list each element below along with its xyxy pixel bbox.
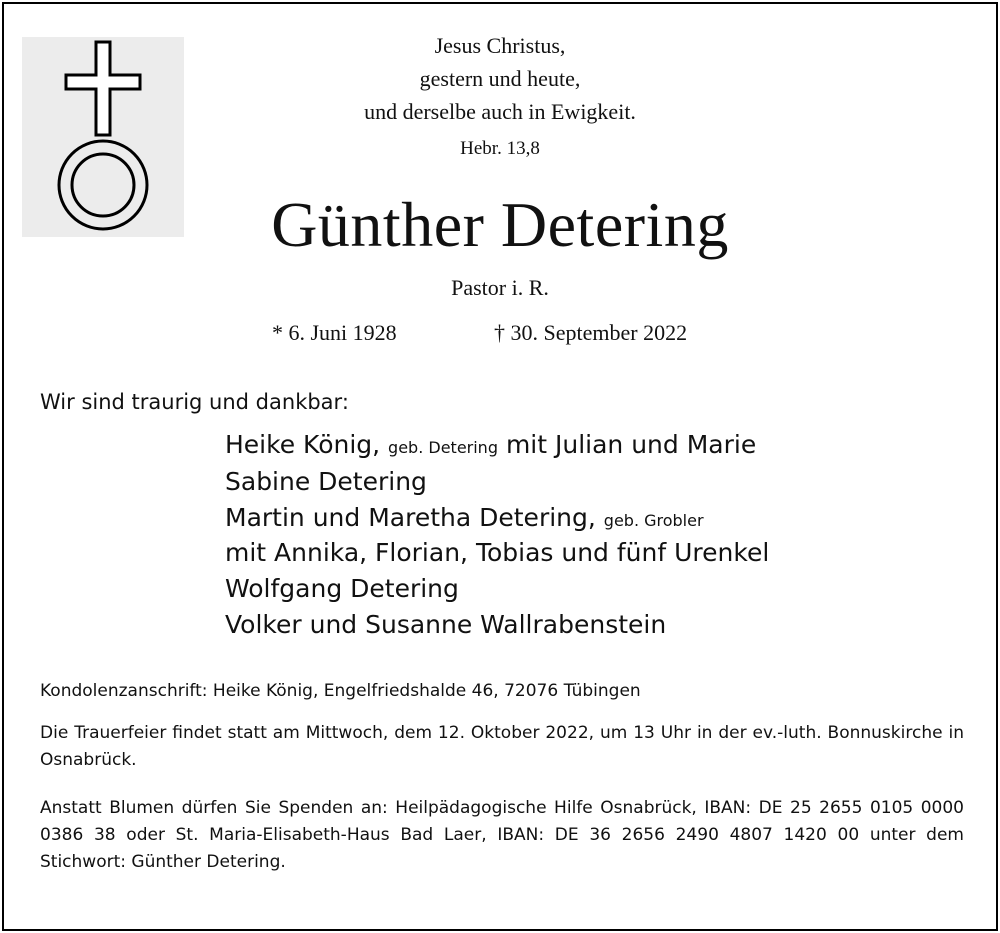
- birth-date: * 6. Juni 1928: [272, 320, 397, 345]
- death-date: † 30. September 2022: [494, 320, 688, 345]
- family-name: Martin und Maretha Detering,: [225, 503, 596, 532]
- donation-notice: Anstatt Blumen dürfen Sie Spenden an: Heilpädagogische Hilfe Osnabrück, IBAN: DE 25 2655 0105 0000 0386 38 oder St. Maria-Elisabeth-Haus Bad Laer, IBAN: DE 36 2656 2490 4807 1420 00 unter dem Stichwort: Günther Detering.: [40, 798, 964, 872]
- family-line: [225, 503, 704, 536]
- deceased-name: Günther Detering: [271, 189, 729, 260]
- family-name: Heike König,: [225, 430, 381, 459]
- family-line: mit Annika, Florian, Tobias und fünf Urenkel: [225, 538, 770, 567]
- condolence-address: Kondolenzanschrift: Heike König, Engelfriedshalde 46, 72076 Tübingen: [40, 681, 641, 701]
- maiden-name-note: geb. Grobler: [603, 511, 704, 530]
- family-line: Sabine Detering: [225, 467, 427, 496]
- verse-reference: Hebr. 13,8: [460, 138, 540, 159]
- verse-line: und derselbe auch in Ewigkeit.: [364, 99, 636, 124]
- family-line: Wolfgang Detering: [225, 574, 459, 603]
- maiden-name-note: geb. Detering: [388, 438, 498, 457]
- mourners-intro: Wir sind traurig und dankbar:: [40, 390, 349, 414]
- family-line: [225, 430, 756, 463]
- verse-line: Jesus Christus,: [434, 33, 566, 58]
- deceased-title: Pastor i. R.: [451, 275, 549, 300]
- family-line: Volker und Susanne Wallrabenstein: [225, 610, 667, 639]
- funeral-service-notice: Die Trauerfeier findet statt am Mittwoch, dem 12. Oktober 2022, um 13 Uhr in der ev.-luth. Bonnuskirche in Osnabrück.: [40, 723, 964, 770]
- family-name: mit Julian und Marie: [505, 430, 757, 459]
- verse-line: gestern und heute,: [419, 66, 581, 91]
